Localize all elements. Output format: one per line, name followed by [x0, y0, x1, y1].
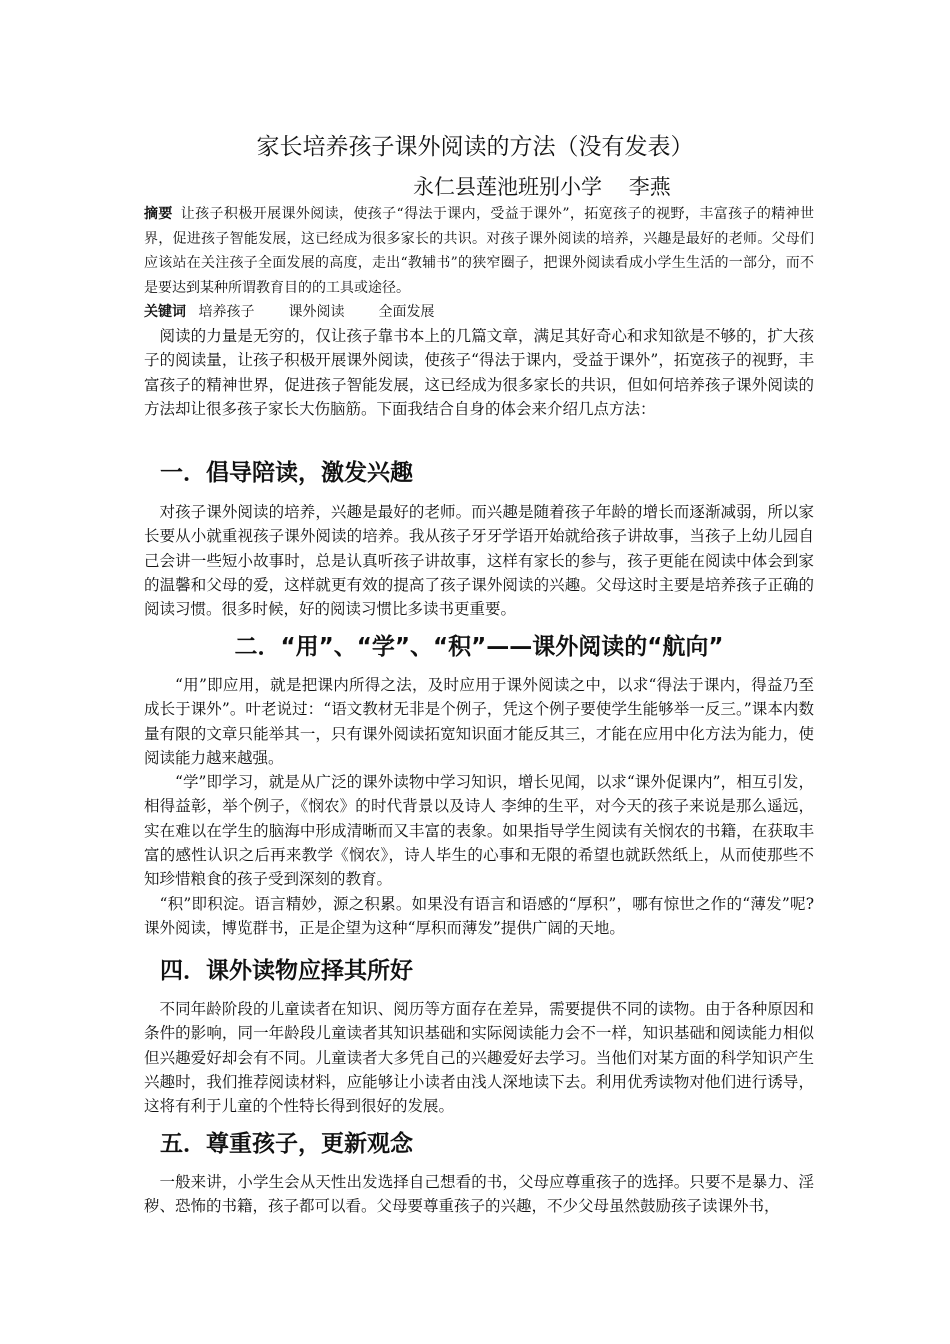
keywords-line: [144, 300, 814, 325]
section-heading: 四．课外读物应择其所好: [160, 958, 413, 984]
author-line: 永仁县莲池班别小学 李燕: [413, 175, 671, 199]
section-body: [144, 673, 814, 940]
section-body: [144, 997, 814, 1118]
abstract-label: 摘要: [144, 206, 173, 222]
section-body: [144, 500, 814, 621]
keyword: 培养孩子: [198, 304, 255, 320]
section-heading: 一．倡导陪读，激发兴趣: [160, 460, 413, 486]
section-heading: 五．尊重孩子，更新观念: [160, 1131, 413, 1157]
paragraph: 对孩子课外阅读的培养，兴趣是最好的老师。而兴趣是随着孩子年龄的增长而逐渐减弱，所以家长要从小就重视孩子课外阅读的培养。我从孩子牙牙学语开始就给孩子讲故事，当孩子上幼儿园自己会讲一些短小故事时，总是认真听孩子讲故事，这样有家长的参与，孩子更能在阅读中体会到家的温馨和父母的爱，这样就更有效的提高了孩子课外阅读的兴趣。父母这时主要是培养孩子正确的阅读习惯。很多时候，好的阅读习惯比多读书更重要。: [144, 503, 814, 619]
paragraph: 一般来讲，小学生会从天性出发选择自己想看的书，父母应尊重孩子的选择。只要不是暴力、淫秽、恐怖的书籍，孩子都可以看。父母要尊重孩子的兴趣，不少父母虽然鼓励孩子读课外书，: [144, 1173, 814, 1216]
intro-text: 阅读的力量是无穷的，仅让孩子靠书本上的几篇文章，满足其好奇心和求知欲是不够的，扩大孩子的阅读量，让孩子积极开展课外阅读，使孩子“得法于课内，受益于课外”，拓宽孩子的视野，丰富孩子的精神世界，促进孩子智能发展，这已经成为很多家长的共识，但如何培养孩子课外阅读的方法却让很多孩子家长大伤脑筋。下面我结合自身的体会来介绍几点方法：: [144, 327, 814, 418]
section-body: [144, 1170, 814, 1219]
paragraph: “用”即应用，就是把课内所得之法，及时应用于课外阅读之中，以求“得法于课内，得益乃至成长于课外”。叶老说过：“语文教材无非是个例子，凭这个例子要使学生能够举一反三。”课本内数量有限的文章只能举其一，只有课外阅读拓宽知识面才能反其三，才能在应用中化方法为能力，使阅读能力越来越强。: [144, 676, 814, 767]
paragraph: 不同年龄阶段的儿童读者在知识、阅历等方面存在差异，需要提供不同的读物。由于各种原因和条件的影响，同一年龄段儿童读者其知识基础和实际阅读能力会不一样，知识基础和阅读能力相似但兴趣爱好却会有不同。儿童读者大多凭自己的兴趣爱好去学习。当他们对某方面的科学知识产生兴趣时，我们推荐阅读材料，应能够让小读者由浅人深地读下去。利用优秀读物对他们进行诱导，这将有利于儿童的个性特长得到很好的发展。: [144, 1000, 814, 1116]
document-title: 家长培养孩子课外阅读的方法（没有发表）: [256, 134, 694, 160]
abstract-block: [144, 202, 814, 325]
keyword: 课外阅读: [288, 304, 345, 320]
section-heading: 二．“用”、“学”、“积”——课外阅读的“航向”: [234, 634, 724, 660]
paragraph: “学”即学习，就是从广泛的课外读物中学习知识，增长见闻，以求“课外促课内”，相互引发，相得益彰，举个例子，《悯农》的时代背景以及诗人 李绅的生平，对今天的孩子来说是那么遥远，实在难以在学生的脑海中形成清晰而又丰富的表象。如果指导学生阅读有关悯农的书籍，在获取丰富的感性认识之后再来教学《悯农》，诗人毕生的心事和无限的希望也就跃然纸上，从而使那些不知珍惜粮食的孩子受到深刻的教育。: [144, 773, 814, 889]
keyword: 全面发展: [378, 304, 435, 320]
abstract-text: 让孩子积极开展课外阅读，使孩子“得法于课内，受益于课外”，拓宽孩子的视野，丰富孩子的精神世界，促进孩子智能发展，这已经成为很多家长的共识。对孩子课外阅读的培养，兴趣是最好的老师。父母们应该站在关注孩子全面发展的高度，走出“教辅书”的狭窄圈子，把课外阅读看成小学生生活的一部分，而不是要达到某种所谓教育目的的工具或途径。: [144, 206, 815, 296]
intro-paragraph: [144, 324, 814, 421]
keywords-label: 关键词: [144, 304, 186, 320]
paragraph: “积”即积淀。语言精妙，源之积累。如果没有语言和语感的“厚积”，哪有惊世之作的“薄发”呢?课外阅读，博览群书，正是企望为这种“厚积而薄发”提供广阔的天地。: [144, 894, 814, 937]
